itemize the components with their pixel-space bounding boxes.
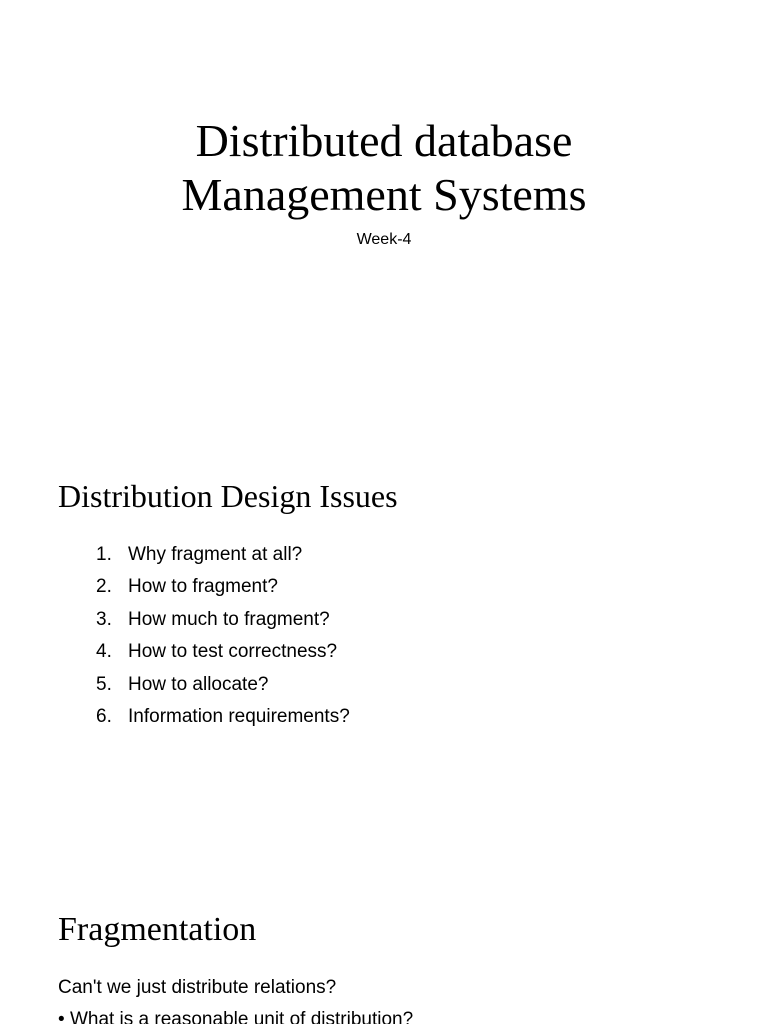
list-item-text: How much to fragment? xyxy=(128,608,330,630)
bullet-icon: • xyxy=(58,1009,65,1024)
list-item-number: 3. xyxy=(96,608,112,630)
list-item-text: Why fragment at all? xyxy=(128,544,303,565)
list-item-number: 6. xyxy=(96,705,112,727)
slide-subtitle: Week-4 xyxy=(356,231,412,248)
bullet-text: What is a reasonable unit of distribution? xyxy=(69,1009,414,1024)
slide-title xyxy=(0,114,768,222)
list-item-number: 4. xyxy=(96,641,112,663)
list-item-text: How to test correctness? xyxy=(128,641,338,663)
section-heading-fragmentation: Fragmentation xyxy=(58,911,257,948)
list-item-number: 1. xyxy=(96,544,112,565)
list-item-text: How to fragment? xyxy=(128,576,278,598)
list-item-text: Information requirements? xyxy=(128,705,350,727)
list-item-number: 5. xyxy=(96,673,112,695)
list-item-number: 2. xyxy=(96,576,112,598)
section-heading-design-issues: Distribution Design Issues xyxy=(58,478,398,514)
title-line-2: Management Systems xyxy=(181,169,587,220)
title-line-1: Distributed database xyxy=(195,115,573,166)
fragmentation-question: Can't we just distribute relations? xyxy=(58,977,337,998)
bullet-item xyxy=(58,1006,413,1024)
list-item-text: How to allocate? xyxy=(128,673,269,695)
